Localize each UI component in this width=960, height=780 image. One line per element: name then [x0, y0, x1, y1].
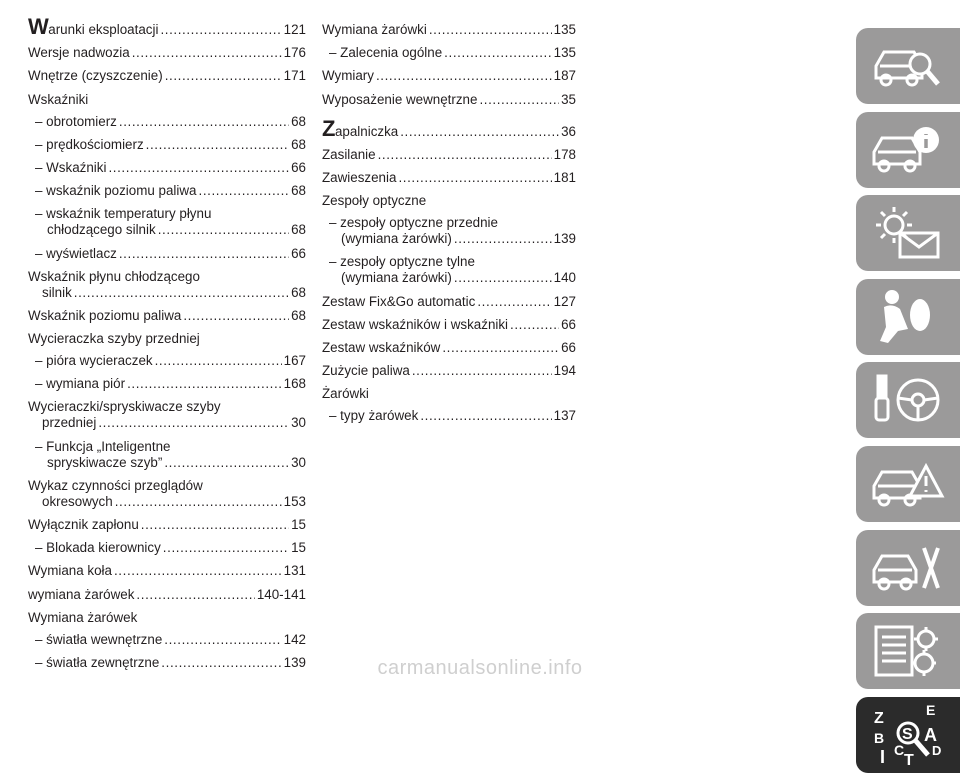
- leader-dots: [98, 415, 289, 431]
- index-entry: [322, 363, 576, 379]
- watermark: carmanualsonline.info: [377, 657, 583, 679]
- tab-alphabetical-index[interactable]: [856, 697, 960, 773]
- page-number[interactable]: 140-141: [256, 586, 306, 602]
- page-number[interactable]: 131: [283, 563, 306, 579]
- leader-dots: [429, 22, 552, 38]
- leader-dots: [454, 231, 552, 247]
- leader-dots: [141, 517, 289, 533]
- leader-dots: [442, 340, 559, 356]
- leader-dots: [160, 22, 281, 38]
- entry-label: Wyłącznik zapłonu: [28, 517, 139, 532]
- entry-label: Zużycie paliwa: [322, 363, 410, 379]
- leader-dots: [510, 317, 559, 333]
- entry-label: – Blokada kierownicy: [35, 540, 161, 556]
- index-entry: [28, 308, 306, 324]
- entry-label: – światła zewnętrzne: [35, 654, 160, 670]
- index-entry: [322, 68, 576, 84]
- index-entry: [322, 45, 576, 61]
- leader-dots: [119, 246, 289, 262]
- leader-dots: [420, 408, 551, 424]
- page-number[interactable]: 167: [283, 353, 306, 369]
- leader-dots: [378, 147, 552, 163]
- tab-car-search[interactable]: [856, 28, 960, 104]
- page-number[interactable]: 35: [561, 91, 576, 107]
- entry-label: Wskaźnik poziomu paliwa: [28, 307, 182, 323]
- index-letter: Z: [874, 709, 884, 727]
- entry-label: – Wskaźniki: [35, 159, 107, 175]
- airbag-passenger-icon: [868, 285, 948, 349]
- entry-label: Zawieszenia: [322, 169, 397, 185]
- entry-line2: [28, 285, 306, 301]
- entry-label: – wymiana piór: [35, 376, 126, 392]
- entry-label: – pióra wycieraczek: [35, 353, 153, 369]
- leader-dots: [136, 587, 254, 603]
- entry-label: – prędkościomierz: [35, 136, 144, 152]
- page-number[interactable]: 194: [553, 363, 576, 379]
- entry-label: – wskaźnik poziomu paliwa: [35, 183, 197, 199]
- page-number[interactable]: 121: [283, 22, 306, 37]
- index-entry: [28, 269, 306, 301]
- index-entry: [322, 408, 576, 424]
- leader-dots: [163, 540, 289, 556]
- entry-label-line2: (wymiana żarówki): [341, 270, 452, 286]
- index-column-left: [28, 14, 306, 678]
- index-entry: [28, 399, 306, 431]
- alphabetical-index-icon: [868, 703, 948, 767]
- page-number[interactable]: 68: [291, 307, 306, 323]
- index-entry: [322, 294, 576, 310]
- entry-line2: [322, 231, 576, 247]
- leader-dots: [199, 183, 290, 199]
- entry-label-line1: Wykaz czynności przeglądów: [28, 477, 203, 493]
- page-number[interactable]: 153: [283, 493, 306, 509]
- entry-label: Wymiana żarówek: [28, 609, 138, 625]
- entry-label: Zespoły optyczne: [322, 193, 427, 209]
- entry-label-line2: spryskiwacze szyb”: [47, 454, 163, 470]
- index-entry: [322, 340, 576, 356]
- index-entry: [28, 137, 306, 153]
- index-entry: [28, 68, 306, 84]
- page-number[interactable]: 135: [553, 45, 576, 61]
- page-number[interactable]: 68: [291, 222, 306, 238]
- leader-dots: [477, 294, 551, 310]
- entry-label: – obrotomierz: [35, 113, 117, 129]
- car-search-icon: [868, 34, 948, 98]
- page-number[interactable]: 140: [553, 270, 576, 286]
- entry-label-rest: apalniczka: [334, 123, 399, 139]
- page-number[interactable]: 15: [291, 540, 306, 556]
- index-entry: [28, 517, 306, 533]
- leader-dots: [454, 270, 552, 286]
- entry-label-line1: – zespoły optyczne tylne: [329, 254, 475, 270]
- index-entry: [28, 114, 306, 130]
- entry-label: Żarówki: [322, 386, 369, 402]
- index-column-right: [322, 22, 576, 431]
- leader-dots: [164, 632, 281, 648]
- index-entry: [28, 206, 306, 238]
- tab-car-wrench[interactable]: [856, 530, 960, 606]
- index-entry: [28, 331, 306, 347]
- leader-dots: [114, 563, 282, 579]
- page-number[interactable]: 36: [561, 123, 576, 139]
- index-entry: [28, 92, 306, 108]
- entry-label: Wskaźniki: [28, 91, 89, 107]
- leader-dots: [127, 376, 282, 392]
- leader-dots: [400, 124, 559, 140]
- section-initial: Z: [322, 115, 335, 141]
- entry-label-line2: silnik: [42, 284, 72, 300]
- leader-dots: [165, 68, 282, 84]
- car-warning-icon: [868, 452, 948, 516]
- index-entry: [28, 376, 306, 392]
- leader-dots: [376, 68, 552, 84]
- index-entry: [28, 478, 306, 510]
- entry-label: [28, 14, 159, 39]
- key-steering-wheel-icon: [868, 368, 948, 432]
- index-letter: A: [924, 724, 937, 745]
- page-number[interactable]: 68: [291, 183, 306, 199]
- tab-car-info[interactable]: [856, 112, 960, 188]
- leader-dots: [183, 308, 289, 324]
- page-number[interactable]: 66: [561, 316, 576, 332]
- page-number[interactable]: 30: [291, 454, 306, 470]
- car-wrench-icon: [868, 536, 948, 600]
- entry-label-line2: chłodzącego silnik: [47, 222, 156, 238]
- entry-line2: [322, 270, 576, 286]
- index-entry: [28, 563, 306, 579]
- index-letter: B: [874, 729, 885, 746]
- tab-key-steering-wheel[interactable]: [856, 362, 960, 438]
- page-number[interactable]: 178: [553, 146, 576, 162]
- leader-dots: [155, 353, 282, 369]
- page-number[interactable]: 181: [553, 169, 576, 185]
- leader-dots: [74, 285, 289, 301]
- entry-label-line1: – zespoły optyczne przednie: [329, 215, 498, 231]
- tab-light-message[interactable]: [856, 195, 960, 271]
- entry-label: – wyświetlacz: [35, 245, 117, 261]
- index-letter: T: [904, 751, 914, 767]
- index-entry: [28, 14, 306, 39]
- index-entry: [28, 246, 306, 262]
- page-number[interactable]: 127: [553, 293, 576, 309]
- page-number[interactable]: 139: [283, 654, 306, 670]
- entry-label-line2: przedniej: [42, 415, 97, 431]
- index-entry: [28, 610, 306, 626]
- index-letter: D: [932, 742, 942, 758]
- index-entry: [28, 353, 306, 369]
- page-number[interactable]: 68: [291, 113, 306, 129]
- entry-label: wymiana żarówek: [28, 586, 135, 602]
- entry-line2: [28, 494, 306, 510]
- leader-dots: [132, 45, 282, 61]
- page-number[interactable]: 15: [291, 517, 306, 532]
- entry-label-line1: Wskaźnik płynu chłodzącego: [28, 268, 200, 284]
- entry-label-line1: Wycieraczki/spryskiwacze szyby: [28, 399, 221, 415]
- entry-label: – Zalecenia ogólne: [329, 45, 443, 61]
- light-message-icon: [868, 201, 948, 265]
- page-number[interactable]: 142: [283, 631, 306, 647]
- index-entry: [28, 183, 306, 199]
- index-entry: [322, 22, 576, 38]
- index-entry: [322, 92, 576, 108]
- entry-label: [322, 115, 399, 141]
- index-letter: C: [894, 741, 905, 758]
- page-number[interactable]: 187: [553, 68, 576, 84]
- index-entry: [322, 317, 576, 333]
- leader-dots: [412, 363, 552, 379]
- entry-label-line2: (wymiana żarówki): [341, 231, 452, 247]
- page-number[interactable]: 68: [291, 136, 306, 152]
- index-entry: [322, 193, 576, 209]
- leader-dots: [398, 170, 551, 186]
- entry-label-line2: okresowych: [42, 493, 113, 509]
- index-entry: [322, 115, 576, 141]
- page-number[interactable]: 176: [283, 45, 306, 61]
- leader-dots: [108, 160, 289, 176]
- leader-dots: [146, 137, 289, 153]
- page-number[interactable]: 139: [553, 231, 576, 247]
- index-letter: S: [902, 725, 913, 743]
- index-entry: [322, 147, 576, 163]
- index-entry: [28, 587, 306, 603]
- entry-line2: [28, 455, 306, 471]
- index-entry: [322, 215, 576, 247]
- entry-label: Wersje nadwozia: [28, 45, 130, 61]
- entry-label-rest: arunki eksploatacji: [48, 22, 159, 37]
- entry-line2: [28, 415, 306, 431]
- page-number[interactable]: 171: [283, 68, 306, 84]
- page-number[interactable]: 135: [553, 22, 576, 37]
- entry-label: – typy żarówek: [329, 408, 419, 424]
- page-number[interactable]: 66: [291, 245, 306, 261]
- page-number[interactable]: 66: [291, 159, 306, 175]
- leader-dots: [158, 222, 289, 238]
- index-entry: [28, 439, 306, 471]
- index-letter: I: [880, 746, 886, 767]
- entry-line2: [28, 222, 306, 238]
- tab-car-warning[interactable]: [856, 446, 960, 522]
- page-number[interactable]: 68: [291, 284, 306, 300]
- leader-dots: [115, 494, 282, 510]
- entry-label: – światła wewnętrzne: [35, 631, 163, 647]
- entry-label: Zestaw wskaźników: [322, 339, 441, 355]
- page-number[interactable]: 30: [291, 415, 306, 431]
- entry-label: Wnętrze (czyszczenie): [28, 68, 163, 84]
- entry-label: Zestaw wskaźników i wskaźniki: [322, 316, 509, 332]
- page-number[interactable]: 168: [283, 376, 306, 392]
- entry-label: Wymiana koła: [28, 563, 112, 579]
- leader-dots: [119, 114, 289, 130]
- leader-dots: [479, 92, 559, 108]
- index-entry: [322, 386, 576, 402]
- entry-label: Zasilanie: [322, 146, 376, 162]
- entry-label-line1: – Funkcja „Inteligentne: [35, 438, 171, 454]
- entry-label: Zestaw Fix&Go automatic: [322, 293, 476, 309]
- index-entry: [322, 170, 576, 186]
- entry-label: Wycieraczka szyby przedniej: [28, 331, 200, 347]
- index-entry: [28, 540, 306, 556]
- page-number[interactable]: 137: [553, 408, 576, 424]
- entry-label: Wymiary: [322, 68, 374, 84]
- tab-airbag-passenger[interactable]: [856, 279, 960, 355]
- index-entry: [322, 254, 576, 286]
- entry-label: Wymiana żarówki: [322, 22, 427, 37]
- page-number[interactable]: 66: [561, 339, 576, 355]
- index-entry: [28, 45, 306, 61]
- section-initial: W: [28, 14, 49, 39]
- index-entry: [28, 632, 306, 648]
- index-letter: E: [926, 702, 936, 718]
- entry-label-line1: – wskaźnik temperatury płynu: [35, 206, 212, 222]
- entry-label: Wyposażenie wewnętrzne: [322, 91, 478, 107]
- leader-dots: [444, 45, 551, 61]
- car-info-icon: [868, 118, 948, 182]
- leader-dots: [164, 455, 289, 471]
- index-entry: [28, 160, 306, 176]
